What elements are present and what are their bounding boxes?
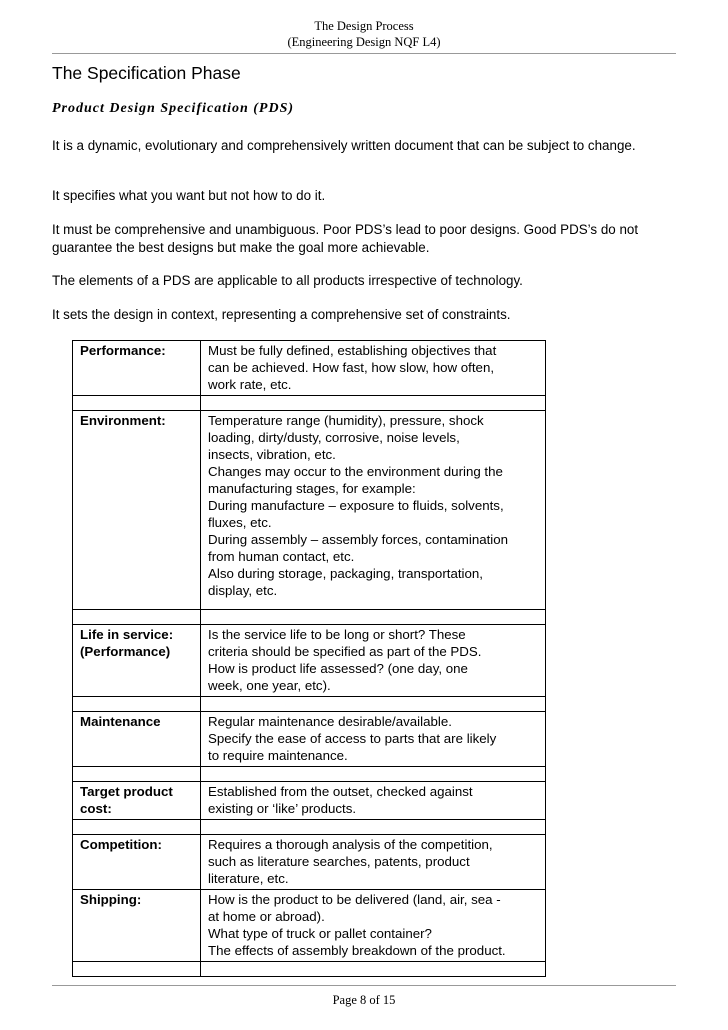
row-label-cell [73,782,201,820]
row-label: (Performance) [80,644,171,659]
description-line: work rate, etc. [208,377,292,392]
paragraph-what-not-how: It specifies what you want but not how to do it. [52,188,326,203]
pds-elements-table [72,340,546,977]
row-label-cell [73,712,201,767]
description-line: such as literature searches, patents, product [208,854,470,869]
description-line: insects, vibration, etc. [208,447,336,462]
page-number: Page 8 of 15 [332,993,396,1007]
description-line: fluxes, etc. [208,515,272,530]
table-spacer-row [73,610,546,625]
section-title: The Specification Phase [52,63,241,83]
header-divider [52,53,676,54]
description-line: week, one year, etc). [208,678,331,693]
paragraph-dynamic-document: It is a dynamic, evolutionary and comprehensively written document that can be subject to change. [52,138,636,153]
row-label-cell [73,890,201,962]
description-line: Regular maintenance desirable/available. [208,714,452,729]
row-label: Performance: [80,343,166,358]
table-spacer-row [73,962,546,977]
table-row [73,341,546,396]
description-line: How is the product to be delivered (land, air, sea - [208,892,501,907]
table-row [73,835,546,890]
description-line: Changes may occur to the environment during the [208,464,503,479]
row-label-cell [73,341,201,396]
table-row [73,782,546,820]
table-spacer-row [73,697,546,712]
description-line: Requires a thorough analysis of the competition, [208,837,493,852]
description-line: literature, etc. [208,871,289,886]
row-description-cell [201,782,546,820]
paragraph-context: It sets the design in context, representing a comprehensive set of constraints. [52,307,511,322]
description-line: During manufacture – exposure to fluids, solvents, [208,498,504,513]
description-line: from human contact, etc. [208,549,355,564]
description-line: manufacturing stages, for example: [208,481,416,496]
table-spacer-row [73,396,546,411]
description-line: Must be fully defined, establishing objectives that [208,343,497,358]
description-line: can be achieved. How fast, how slow, how often, [208,360,495,375]
row-label: Life in service: [80,627,174,642]
header-subtitle: (Engineering Design NQF L4) [287,35,441,49]
row-label: Target product [80,784,173,799]
row-label-cell [73,835,201,890]
description-line: to require maintenance. [208,748,348,763]
table-row [73,625,546,697]
table-spacer-row [73,820,546,835]
description-line: Is the service life to be long or short? These [208,627,466,642]
table-spacer-row [73,767,546,782]
description-line: Established from the outset, checked against [208,784,473,799]
footer-divider [52,985,676,986]
description-line: Temperature range (humidity), pressure, shock [208,413,484,428]
running-header [52,18,676,50]
cell-padding [208,599,541,607]
row-description-cell [201,625,546,697]
description-line: How is product life assessed? (one day, one [208,661,468,676]
description-line: What type of truck or pallet container? [208,926,432,941]
row-label-cell [73,411,201,610]
description-line: at home or abroad). [208,909,325,924]
row-description-cell [201,411,546,610]
row-description-cell [201,341,546,396]
row-label: cost: [80,801,112,816]
description-line: Specify the ease of access to parts that are likely [208,731,497,746]
description-line: display, etc. [208,583,278,598]
row-description-cell [201,835,546,890]
table-row [73,712,546,767]
description-line: criteria should be specified as part of the PDS. [208,644,482,659]
pds-subtitle: Product Design Specification (PDS) [52,101,295,116]
paragraph-comprehensive: It must be comprehensive and unambiguous. Poor PDS’s lead to poor designs. Good PDS’s do not guarantee the best designs but make the goal more achievable. [52,222,639,255]
row-label-cell [73,625,201,697]
header-title: The Design Process [314,19,414,33]
table-row [73,411,546,610]
row-description-cell [201,890,546,962]
description-line: existing or ‘like’ products. [208,801,357,816]
description-line: loading, dirty/dusty, corrosive, noise levels, [208,430,460,445]
description-line: The effects of assembly breakdown of the product. [208,943,506,958]
row-label: Competition: [80,837,162,852]
row-label: Maintenance [80,714,161,729]
description-line: During assembly – assembly forces, contamination [208,532,509,547]
table-row [73,890,546,962]
paragraph-elements: The elements of a PDS are applicable to all products irrespective of technology. [52,273,523,288]
description-line: Also during storage, packaging, transportation, [208,566,483,581]
row-description-cell [201,712,546,767]
row-label: Shipping: [80,892,142,907]
row-label: Environment: [80,413,166,428]
